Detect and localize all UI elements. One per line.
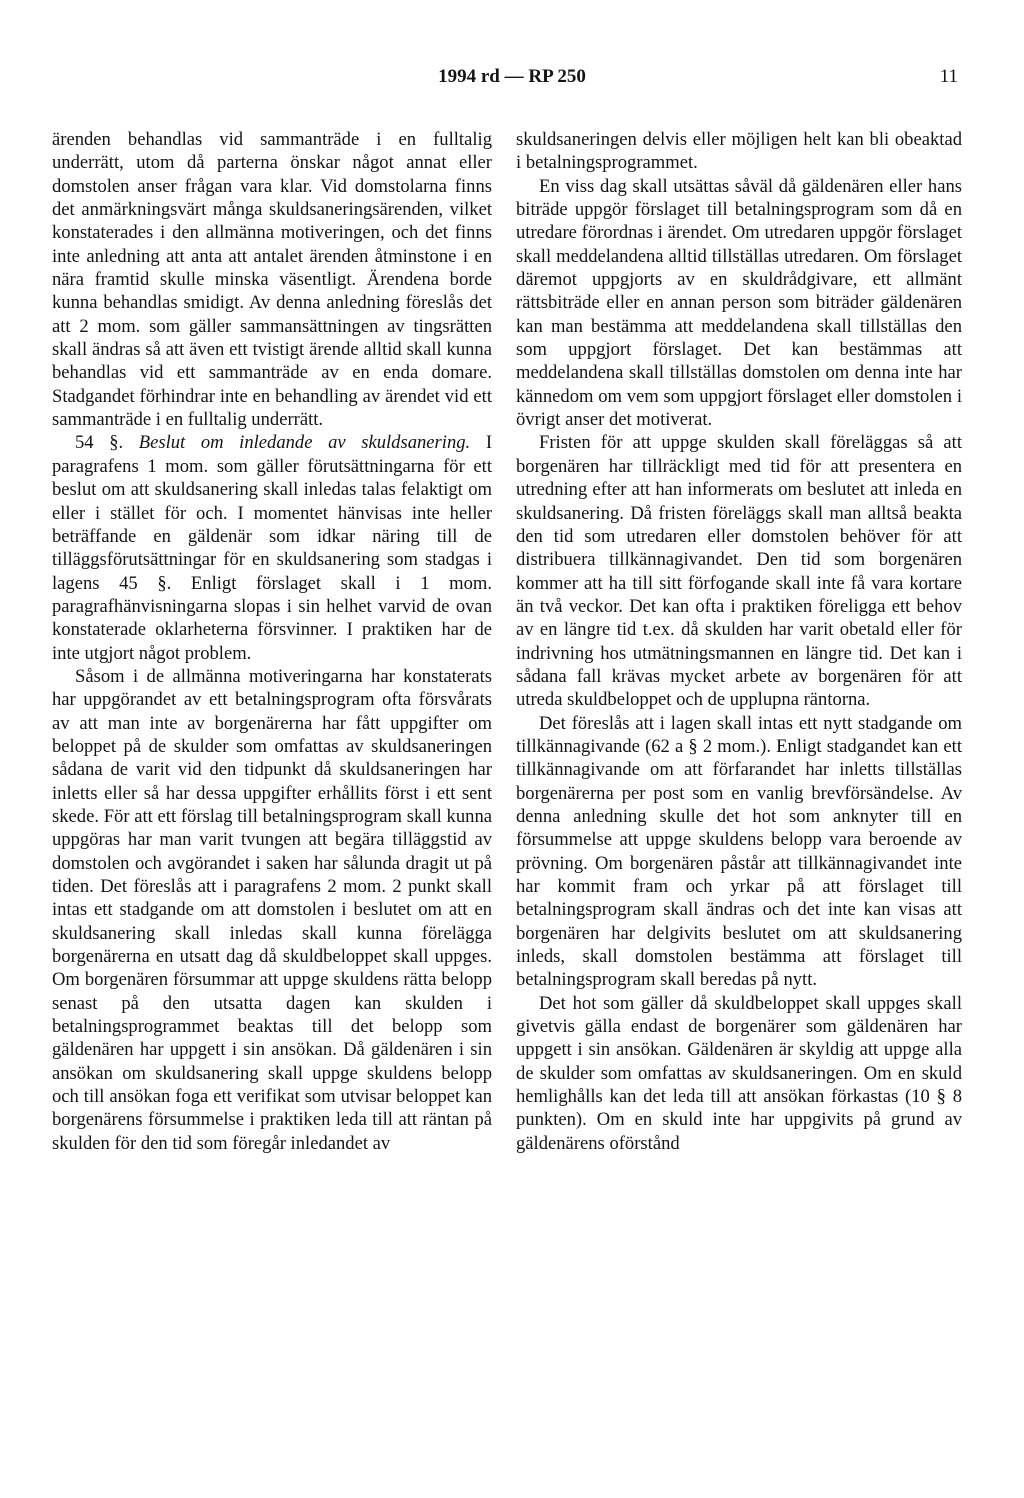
section-title: Beslut om inledande av skuldsanering. bbox=[138, 432, 471, 454]
section-number: 54 §. bbox=[75, 432, 124, 454]
page-number: 11 bbox=[939, 66, 958, 87]
left-column bbox=[52, 128, 492, 1155]
right-paragraph-1: skuldsaneringen delvis eller möjligen helt kan bli obeaktad i betalningsprogrammet. bbox=[516, 129, 962, 174]
section-text: I paragrafens 1 mom. som gäller förutsättningarna för ett beslut om att skuldsanering skall inledas talas felaktigt om eller i stället för och. I momentet hänvisas inte heller beträffande en gäldenär som idkar näring till de tilläggsförutsättningar för en skuldsanering som stadgas i lagens 45 §. Enligt förslaget skall i 1 mom. paragrafhänvisningarna slopas i sin helhet varvid de ovan konstaterade oklarheterna försvinner. I praktiken har de inte utgjort något problem. bbox=[52, 432, 493, 664]
right-paragraph-2: En viss dag skall utsättas såväl då gäldenären eller hans biträde uppgör förslaget till betalningsprogram som då en utredare förordnas i ärendet. Om utredaren uppgör förslaget skall meddelandena alltid tillställas utredaren. Om förslaget däremot uppgjorts av en skuldrådgivare, ett allmänt rättsbiträde eller en annan person som biträder gäldenären kan man bestämma att meddelandena skall tillställas den som uppgjort förslaget. Det kan bestämmas att meddelandena skall tillställas domstolen om denna inte har kännedom om vem som uppgjort förslaget eller domstolen i övrigt anser det motiverat. bbox=[516, 175, 962, 431]
right-paragraph-3: Fristen för att uppge skulden skall föreläggas så att borgenären har tillräckligt med tid för att presentera en utredning efter att han informerats om beslutet att inleda en skuldsanering. Då fristen föreläggs skall man alltså beakta den tid som utredaren eller domstolen behöver för att distribuera tillkännagivandet. Den tid som borgenären kommer att ha till sitt förfogande skall inte få vara kortare än två veckor. Det kan ofta i praktiken föreligga ett behov av en längre tid t.ex. då skulden har varit obetald eller för indrivning hos utmätningsmannen en längre tid. Det kan i sådana fall krävas mycket arbete av borgenären för att utreda skuldbeloppet och de upplupna räntorna. bbox=[516, 432, 962, 711]
right-paragraph-5: Det hot som gäller då skuldbeloppet skall uppges skall givetvis gälla endast de borgenärer som gäldenären har uppgett i sin ansökan. Gäldenären är skyldig att uppge alla de skulder som omfattas av skuldsaneringen. Om en skuld hemlighålls kan det leda till att ansökan förkastas (10 § 8 punkten). Om en skuld inte har uppgivits på grund av gäldenärens oförstånd bbox=[516, 992, 962, 1154]
page-header bbox=[0, 66, 1024, 98]
right-paragraph-4: Det föreslås att i lagen skall intas ett nytt stadgande om tillkännagivande (62 a § 2 mom.). Enligt stadgandet kan ett tillkännagivande om att förfarandet har inletts tillställas borgenärerna per post som en vanlig brevförsändelse. Av denna anledning skulle det hot som anknyter till en försummelse att uppge skuldens belopp vara beroende av prövning. Om borgenären påstår att tillkännagivandet inte har kommit fram och yrkar på att förslaget till betalningsprogram skall ändras och det inte kan visas att borgenären har delgivits beslutet om att skuldsanering inleds, skall domstolen bestämma att förslaget till betalningsprogram skall beredas på nytt. bbox=[516, 712, 962, 991]
left-paragraph-3: Såsom i de allmänna motiveringarna har konstaterats har uppgörandet av ett betalningsprogram ofta försvårats av att man inte av borgenärerna har fått uppgifter om beloppet på de skulder som omfattas av skuldsaneringen sådana de varit vid den tidpunkt då skuldsaneringen har inletts eller så har dessa uppgifter erhållits först i ett sent skede. För att ett förslag till betalningsprogram skall kunna uppgöras har man varit tvungen att begära tilläggstid av domstolen och avgörandet i saken har sålunda dragit ut på tiden. Det föreslås att i paragrafens 2 mom. 2 punkt skall intas ett stadgande om att domstolen i beslutet om att en skuldsanering skall inledas skall kunna förelägga borgenärerna en utsatt dag då skuldbeloppet skall uppges. Om borgenären försummar att uppge skuldens rätta belopp senast på den utsatta dagen kan skulden i betalningsprogrammet beaktas till det belopp som gäldenären har uppgett i sin ansökan. Då gäldenären i sin ansökan om skuldsanering skall uppge skuldens belopp och till ansökan foga ett verifikat som utvisar beloppet kan borgenärens försummelse i praktiken leda till att räntan på skulden för den tid som föregår inledandet av bbox=[52, 665, 492, 1154]
left-paragraph-1: ärenden behandlas vid sammanträde i en fulltalig underrätt, utom då parterna önskar något annat eller domstolen anser frågan vara klar. Vid domstolarna finns det anmärkningsvärt många skuldsaneringsärenden, vilket konstaterades i den allmänna motiveringen, och det finns inte anledning att anta att antalet ärenden åtminstone i en nära framtid skulle minska väsentligt. Ärendena borde kunna behandlas smidigt. Av denna anledning föreslås det att 2 mom. som gäller sammansättningen av tingsrätten skall ändras så att även ett tvistigt ärende alltid skall kunna behandlas vid ett sammanträde av en enda domare. Stadgandet förhindrar inte en behandling av ärendet vid ett sammanträde i en fulltalig underrätt. bbox=[52, 129, 492, 431]
left-paragraph-2 bbox=[52, 431, 492, 664]
right-column bbox=[516, 128, 962, 1155]
running-title: 1994 rd — RP 250 bbox=[438, 66, 586, 87]
